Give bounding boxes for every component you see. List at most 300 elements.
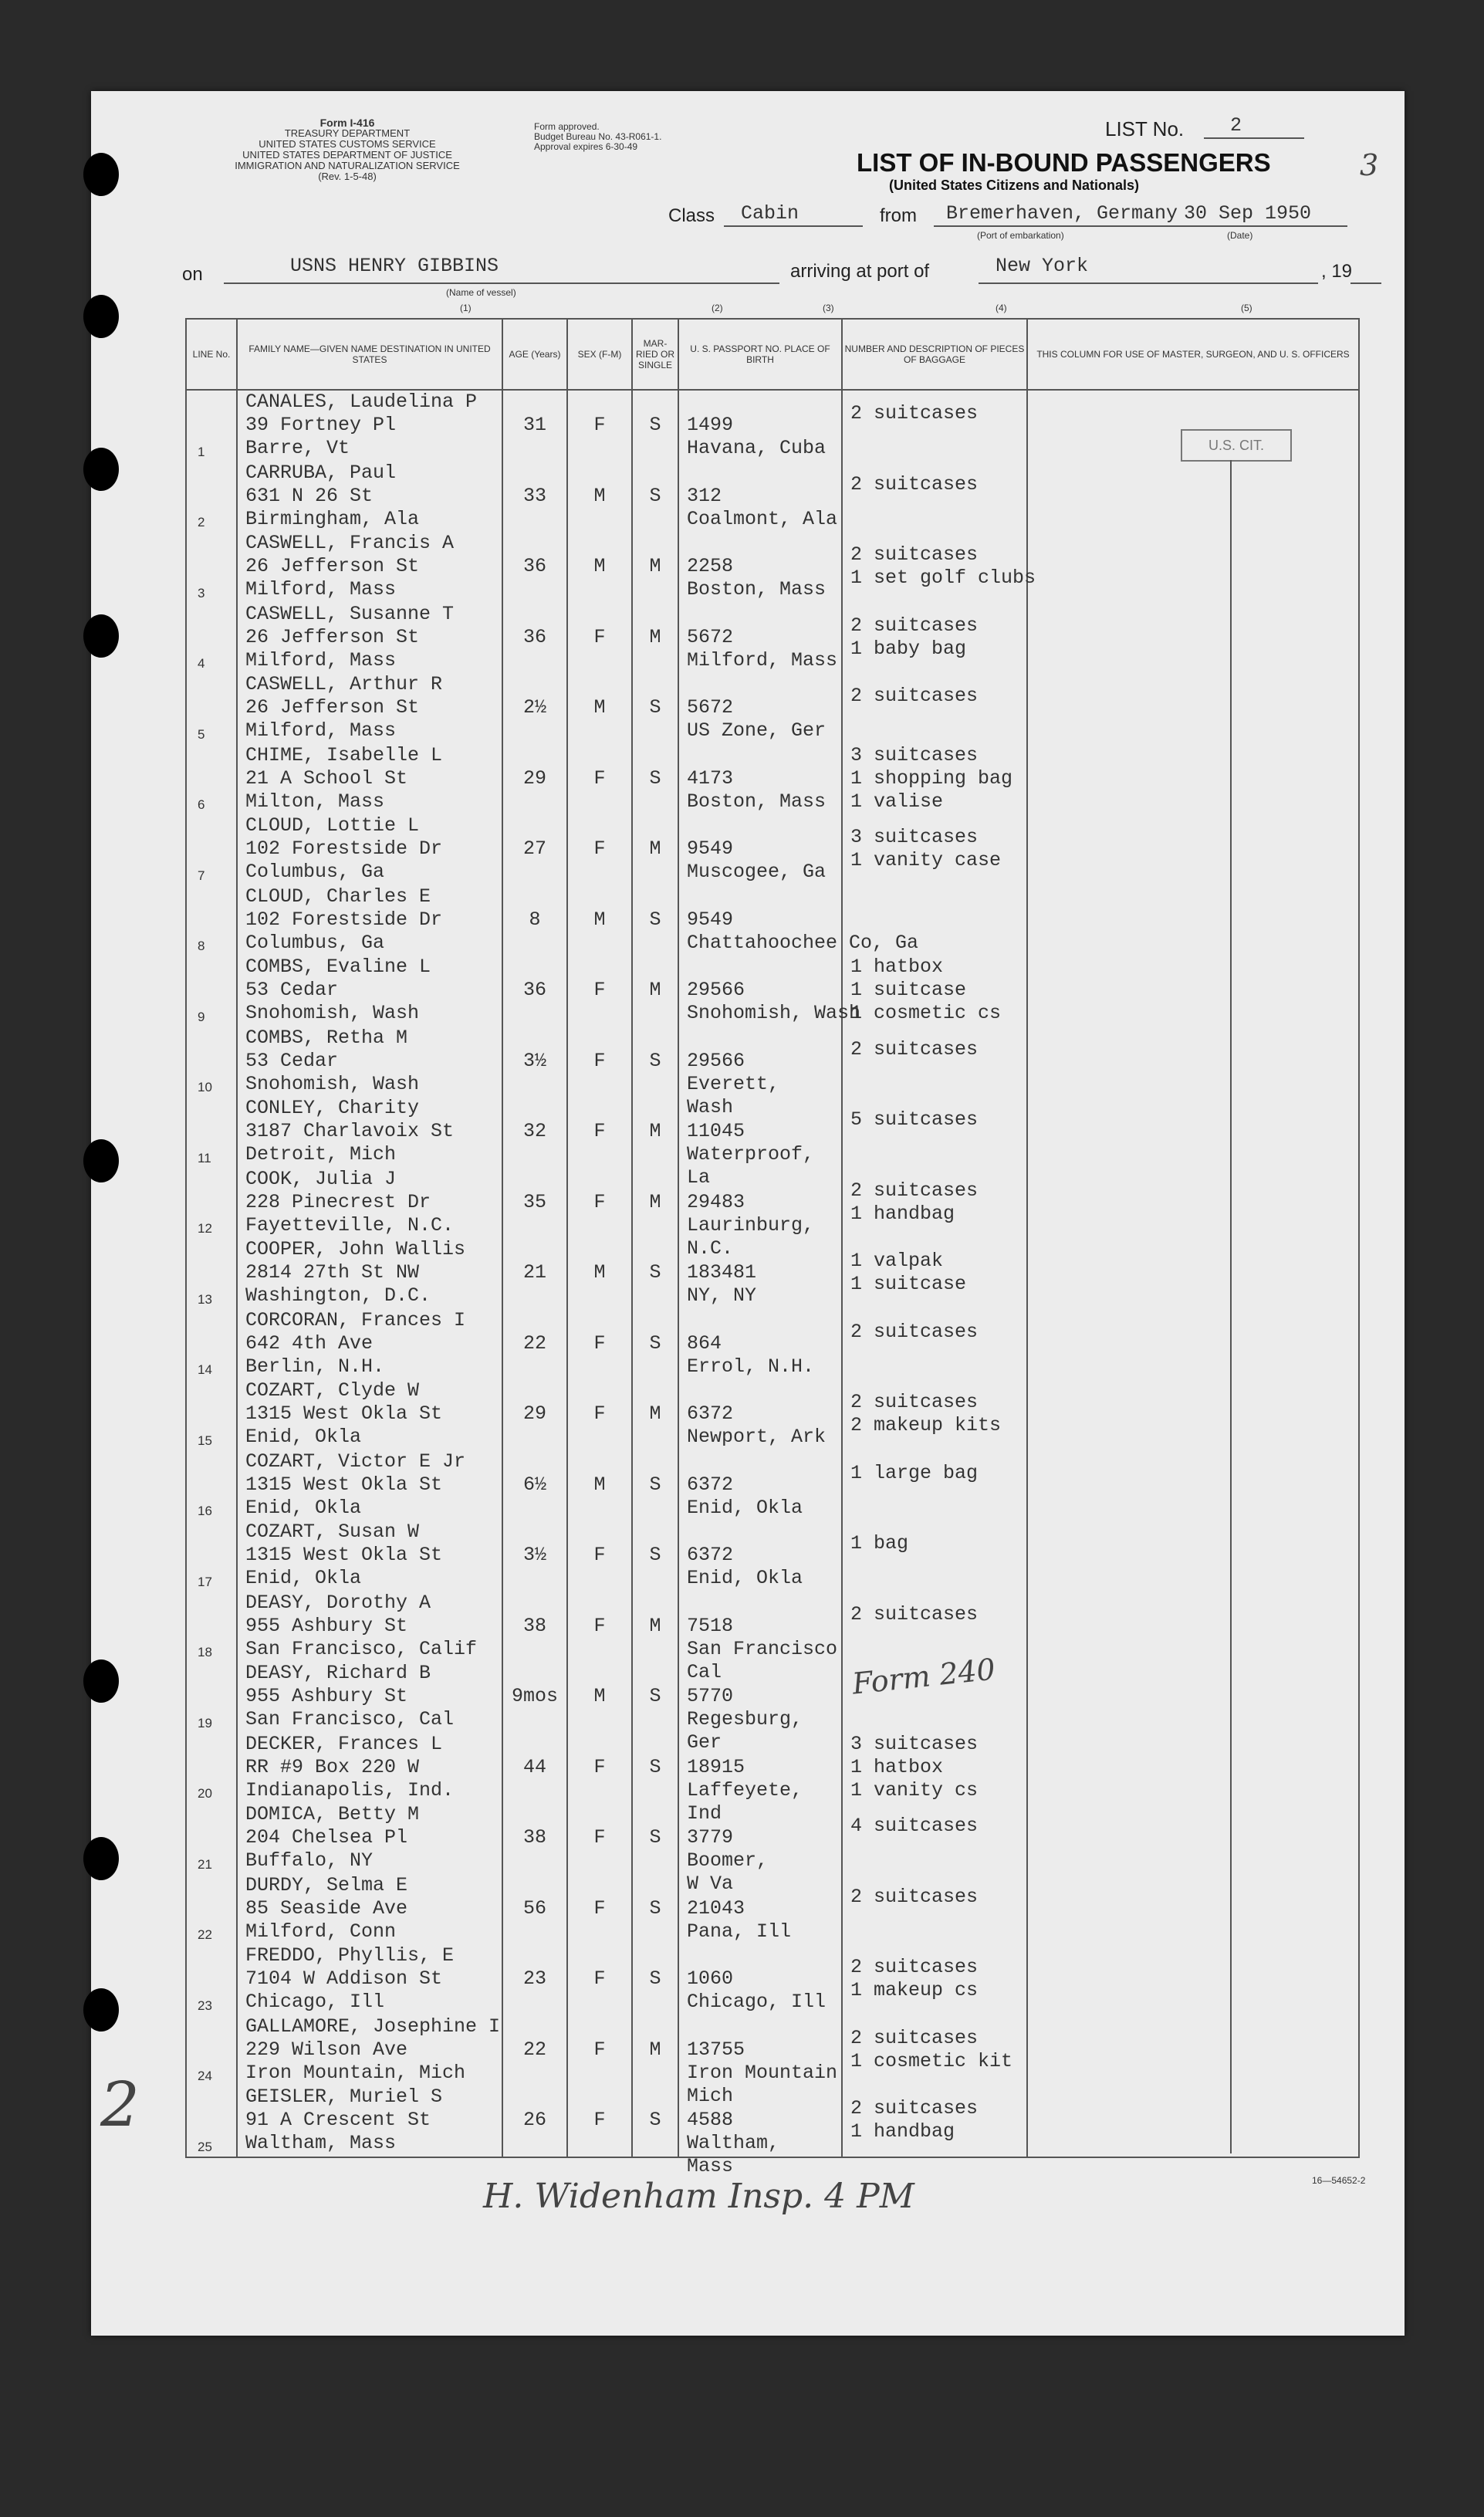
passenger-marital-status: S: [649, 414, 661, 436]
passenger-name-block: [245, 1168, 454, 1237]
married-cell: [632, 2086, 678, 2157]
passport-cell: [678, 885, 919, 956]
passport-block: [687, 532, 826, 601]
class-underline: [724, 225, 863, 227]
baggage-line: 2 makeup kits: [850, 1414, 1002, 1436]
customs-service: UNITED STATES CUSTOMS SERVICE: [259, 138, 436, 150]
line-no: 7: [198, 868, 205, 883]
baggage-block: [850, 402, 978, 425]
table-row: [186, 2086, 1359, 2157]
passenger-address: RR #9 Box 220 W: [245, 1755, 420, 1778]
baggage-line: 2 suitcases: [850, 1391, 979, 1413]
officer-cell: [1027, 1592, 1359, 1663]
passport-number: 29566: [687, 979, 745, 1001]
passport-cell: [678, 603, 842, 674]
baggage-line: 3 suitcases: [850, 826, 979, 848]
passport-cell: [678, 1168, 842, 1260]
passport-number: 3779: [687, 1826, 734, 1849]
header-officers: THIS COLUMN FOR USE OF MASTER, SURGEON, AND U. S. OFFICERS: [1027, 319, 1359, 390]
age-cell: [502, 1944, 567, 2015]
line-no: 5: [198, 726, 205, 742]
baggage-line: 2 suitcases: [850, 2097, 979, 2119]
passenger-age: 36: [522, 625, 546, 648]
passenger-marital-status: S: [649, 766, 661, 790]
baggage-block: [850, 1038, 978, 1061]
officer-cell: [1027, 2086, 1359, 2157]
passenger-name-block: [245, 1874, 407, 1944]
passenger-city: Milford, Conn: [245, 1920, 397, 1943]
baggage-line: 2 suitcases: [850, 543, 979, 566]
passenger-city: Enid, Okla: [245, 1496, 362, 1519]
age-cell: [502, 1592, 567, 1663]
line-no: 10: [198, 1080, 212, 1094]
immigration-service: IMMIGRATION AND NATURALIZATION SERVICE: [235, 160, 460, 171]
married-cell: [632, 885, 678, 956]
baggage-block: [850, 1462, 978, 1485]
passenger-city: Detroit, Mich: [245, 1143, 397, 1165]
passenger-city: Washington, D.C.: [245, 1284, 431, 1307]
passport-number: 864: [687, 1331, 722, 1355]
passport-cell: [678, 1944, 842, 2015]
line-no: 6: [198, 797, 205, 812]
footer-code: 16—54652-2: [1312, 2175, 1366, 2186]
line-no: 3: [198, 585, 205, 600]
officer-cell: [1027, 1521, 1359, 1592]
table-row: [186, 1733, 1359, 1804]
passenger-name: DOMICA, Betty M: [245, 1803, 420, 1825]
passenger-address: 229 Wilson Ave: [245, 2038, 408, 2061]
passport-block: [687, 2086, 779, 2178]
age-cell: [502, 2015, 567, 2086]
officer-check-line: [1230, 460, 1232, 2153]
passport-block: [687, 462, 837, 531]
passenger-name-block: [245, 1944, 454, 2014]
place-of-birth-cont: Wash: [687, 1095, 734, 1118]
passenger-table: [185, 318, 1360, 2177]
passenger-marital-status: S: [649, 1544, 661, 1566]
officer-cell: [1027, 1168, 1359, 1239]
passenger-name-block: [245, 1733, 454, 1802]
officer-cell: [1027, 603, 1359, 674]
table-row: [186, 744, 1359, 815]
passenger-name-block: [245, 532, 454, 601]
passenger-marital-status: S: [649, 1896, 661, 1920]
header-passport: U. S. PASSPORT NO. PLACE OF BIRTH: [678, 319, 842, 390]
name-cell: [237, 1450, 502, 1521]
passenger-name-block: [245, 885, 442, 955]
passenger-address: 7104 W Addison St: [245, 1967, 443, 1990]
sex-cell: [567, 1944, 632, 2015]
baggage-cell: [842, 814, 1027, 885]
baggage-block: [850, 2027, 1012, 2073]
table-row: [186, 603, 1359, 674]
passenger-city: Buffalo, NY: [245, 1849, 374, 1872]
age-cell: [502, 390, 567, 462]
passenger-name-block: [245, 2086, 442, 2155]
baggage-line: 2 suitcases: [850, 1179, 979, 1202]
passenger-age: 6½: [522, 1473, 546, 1496]
married-cell: [632, 532, 678, 603]
col-number: (1): [460, 303, 472, 313]
passenger-address: 1315 West Okla St: [245, 1544, 443, 1566]
passport-number: 1060: [687, 1967, 734, 1990]
sex-cell: [567, 1097, 632, 1168]
passenger-city: Columbus, Ga: [245, 861, 385, 883]
passenger-address: 26 Jefferson St: [245, 555, 420, 577]
sex-cell: [567, 1874, 632, 1945]
passenger-name: FREDDO, Phyllis, E: [245, 1944, 455, 1967]
officer-cell: [1027, 1662, 1359, 1733]
sex-cell: [567, 814, 632, 885]
passenger-name-block: [245, 462, 419, 531]
name-cell: [237, 1168, 502, 1239]
passenger-city: Columbus, Ga: [245, 931, 385, 954]
baggage-line: 1 large bag: [850, 1461, 979, 1484]
married-cell: [632, 673, 678, 744]
line-no: 11: [198, 1150, 211, 1165]
baggage-line: 4 suitcases: [850, 1815, 979, 1837]
passenger-name-block: [245, 603, 454, 672]
married-cell: [632, 1592, 678, 1663]
passenger-address: 39 Fortney Pl: [245, 414, 397, 436]
place-of-birth: Boston, Mass: [687, 790, 827, 813]
name-cell: [237, 1027, 502, 1098]
passenger-marital-status: M: [649, 1190, 661, 1213]
baggage-line: 2 suitcases: [850, 1885, 979, 1908]
margin-mark: 2: [100, 2069, 140, 2140]
passenger-marital-status: S: [649, 1685, 661, 1707]
passport-block: [687, 814, 826, 884]
officer-cell: [1027, 956, 1359, 1027]
passenger-age: 32: [522, 1120, 546, 1142]
passport-number: 6372: [687, 1473, 734, 1496]
line-no: 16: [198, 1504, 212, 1518]
passenger-sex: F: [593, 1544, 606, 1566]
place-of-birth: Muscogee, Ga: [687, 861, 827, 883]
married-cell: [632, 1027, 678, 1098]
name-cell: [237, 603, 502, 674]
baggage-cell: [842, 2015, 1027, 2086]
passenger-city: Chicago, Ill: [245, 1991, 385, 2013]
on-label: on: [182, 264, 203, 285]
baggage-block: [850, 826, 1001, 872]
passport-block: [687, 1238, 756, 1308]
line-no: 25: [198, 2139, 212, 2154]
form-agency-block: [177, 117, 517, 182]
officer-cell: [1027, 1874, 1359, 1945]
passenger-age: 8: [529, 908, 541, 931]
line-no: 12: [198, 1221, 212, 1236]
baggage-line: 1 hatbox: [850, 1755, 944, 1778]
passenger-age: 2½: [522, 696, 546, 719]
passenger-name-block: [245, 1450, 465, 1520]
page-mark: 3: [1360, 148, 1379, 182]
passport-cell: [678, 1238, 842, 1309]
punch-hole: [83, 1659, 119, 1703]
passport-cell: [678, 1662, 842, 1754]
name-cell: [237, 673, 502, 744]
sex-cell: [567, 885, 632, 956]
baggage-line: 2 suitcases: [850, 472, 979, 496]
table-row: [186, 1309, 1359, 1380]
baggage-block: [850, 1108, 978, 1132]
line-no: 9: [198, 1009, 205, 1024]
passenger-name: COOK, Julia J: [245, 1167, 397, 1190]
passport-number: 4588: [687, 2109, 734, 2131]
married-cell: [632, 956, 678, 1027]
passenger-name: COZART, Susan W: [245, 1521, 420, 1543]
baggage-line: 1 vanity cs: [850, 1778, 979, 1801]
passenger-name: CONLEY, Charity: [245, 1097, 420, 1119]
passenger-marital-status: M: [649, 1614, 661, 1637]
passport-cell: [678, 1309, 842, 1380]
age-cell: [502, 1379, 567, 1450]
arrival-port: New York: [996, 255, 1089, 277]
line-no: 1: [198, 444, 205, 459]
passenger-sex: M: [593, 908, 606, 931]
baggage-cell: [842, 1874, 1027, 1945]
baggage-line: 1 suitcase: [850, 979, 967, 1001]
sex-cell: [567, 1592, 632, 1663]
passenger-marital-status: M: [649, 2038, 661, 2061]
passport-cell: [678, 2015, 842, 2107]
passport-number: 18915: [687, 1755, 745, 1778]
place-of-birth: Chicago, Ill: [687, 1991, 827, 2013]
baggage-line: 3 suitcases: [850, 743, 979, 766]
line-no-cell: [186, 532, 237, 603]
officer-cell: [1027, 1803, 1359, 1874]
line-no-cell: [186, 1662, 237, 1733]
baggage-block: [850, 956, 1001, 1025]
passenger-marital-status: S: [649, 1755, 661, 1778]
baggage-line: 1 makeup cs: [850, 1979, 979, 2001]
passport-number: 9549: [687, 837, 734, 860]
place-of-birth: Regesburg,: [687, 1708, 803, 1730]
line-no-cell: [186, 1379, 237, 1450]
line-no: 17: [198, 1574, 212, 1589]
passenger-age: 35: [522, 1190, 546, 1213]
passenger-sex: F: [593, 1896, 606, 1920]
name-cell: [237, 1662, 502, 1733]
place-of-birth: Snohomish, Wash: [687, 1002, 861, 1024]
passenger-age: 21: [522, 1261, 546, 1284]
passport-cell: [678, 1027, 842, 1118]
passenger-name: CORCORAN, Frances I: [245, 1308, 466, 1331]
passenger-address: 102 Forestside Dr: [245, 908, 443, 931]
line-no-cell: [186, 2015, 237, 2086]
baggage-line: 1 shopping bag: [850, 766, 1013, 790]
passenger-city: Enid, Okla: [245, 1426, 362, 1448]
baggage-line: 2 suitcases: [850, 1320, 979, 1343]
sex-cell: [567, 2086, 632, 2157]
passenger-city: Birmingham, Ala: [245, 507, 420, 530]
treasury-department: TREASURY DEPARTMENT: [284, 127, 411, 139]
passport-cell: [678, 1521, 842, 1592]
married-cell: [632, 1662, 678, 1733]
header-line-no: LINE No.: [186, 319, 237, 390]
place-of-birth: NY, NY: [687, 1284, 757, 1307]
name-cell: [237, 2086, 502, 2157]
place-of-birth: Waltham,: [687, 2132, 780, 2154]
approval-line: Form approved.: [534, 121, 600, 132]
passenger-age: 56: [522, 1896, 546, 1920]
line-no-cell: [186, 1027, 237, 1098]
line-no-cell: [186, 744, 237, 815]
officer-cell: [1027, 885, 1359, 956]
passenger-marital-status: S: [649, 1331, 661, 1355]
sex-cell: [567, 1662, 632, 1733]
table-row: [186, 814, 1359, 885]
passenger-name-block: [245, 744, 442, 814]
baggage-line: 1 bag: [850, 1532, 909, 1555]
place-of-birth-cont: N.C.: [687, 1237, 734, 1260]
passport-number: 6372: [687, 1544, 734, 1566]
punch-hole: [83, 614, 119, 658]
passport-number: 5672: [687, 625, 734, 648]
name-cell: [237, 1944, 502, 2015]
sex-cell: [567, 532, 632, 603]
married-cell: [632, 462, 678, 533]
sex-cell: [567, 390, 632, 462]
sex-cell: [567, 1450, 632, 1521]
passenger-age: 23: [522, 1967, 546, 1990]
passenger-address: 955 Ashbury St: [245, 1614, 408, 1637]
line-no-cell: [186, 1592, 237, 1663]
age-cell: [502, 1803, 567, 1874]
passenger-marital-status: M: [649, 555, 661, 577]
list-no-label: LIST No.: [1105, 117, 1185, 140]
baggage-line: 1 set golf clubs: [850, 567, 1036, 589]
approval-line: Approval expires 6-30-49: [534, 141, 638, 152]
passenger-marital-status: M: [649, 625, 661, 648]
name-cell: [237, 390, 502, 462]
passenger-address: 91 A Crescent St: [245, 2109, 431, 2131]
passport-number: 183481: [687, 1261, 757, 1284]
line-no-cell: [186, 603, 237, 674]
line-no: 14: [198, 1362, 212, 1377]
class-label: Class: [668, 205, 715, 226]
baggage-line: 1 suitcase: [850, 1273, 967, 1295]
line-no: 24: [198, 2069, 212, 2083]
baggage-line: 1 cosmetic cs: [850, 1002, 1002, 1024]
passenger-sex: M: [593, 484, 606, 507]
arrival-port-underline: [979, 282, 1318, 284]
passenger-name: COMBS, Retha M: [245, 1026, 408, 1049]
passenger-name: CLOUD, Charles E: [245, 885, 431, 908]
approval-block: [534, 122, 661, 152]
passenger-address: 21 A School St: [245, 766, 408, 790]
table-row: [186, 1662, 1359, 1733]
baggage-block: [850, 1321, 978, 1344]
baggage-block: [850, 685, 978, 708]
passenger-sex: F: [593, 1331, 606, 1355]
baggage-line: 1 vanity case: [850, 849, 1002, 871]
passenger-address: 26 Jefferson St: [245, 625, 420, 648]
sex-cell: [567, 1168, 632, 1239]
age-cell: [502, 814, 567, 885]
punch-hole: [83, 448, 119, 491]
passenger-address: 2814 27th St NW: [245, 1261, 420, 1284]
passenger-marital-status: S: [649, 1261, 661, 1284]
passenger-name-block: [245, 956, 431, 1025]
line-no-cell: [186, 462, 237, 533]
married-cell: [632, 603, 678, 674]
passenger-age: 36: [522, 979, 546, 1001]
passport-cell: [678, 956, 861, 1027]
sex-cell: [567, 2015, 632, 2086]
age-cell: [502, 885, 567, 956]
passenger-name: GEISLER, Muriel S: [245, 2086, 443, 2108]
place-of-birth: Laurinburg,: [687, 1213, 815, 1237]
name-cell: [237, 1238, 502, 1309]
baggage-line: 2 suitcases: [850, 1602, 979, 1626]
passenger-name-block: [245, 391, 477, 460]
passport-block: [687, 673, 826, 743]
line-no: 8: [198, 939, 205, 953]
name-cell: [237, 1521, 502, 1592]
officer-cell: [1027, 2015, 1359, 2086]
passenger-marital-status: S: [649, 1826, 661, 1849]
passenger-city: Milford, Mass: [245, 578, 397, 600]
passenger-name-block: [245, 1379, 442, 1449]
passenger-address: 3187 Charlavoix St: [245, 1120, 455, 1142]
passenger-city: Fayetteville, N.C.: [245, 1213, 455, 1237]
col-number: (3): [823, 303, 834, 313]
passport-block: [687, 603, 837, 672]
married-cell: [632, 1733, 678, 1804]
passenger-marital-status: S: [649, 1049, 661, 1072]
baggage-block: [850, 473, 978, 496]
baggage-cell: [842, 462, 1027, 533]
name-cell: [237, 1309, 502, 1380]
age-cell: [502, 532, 567, 603]
place-of-birth: Havana, Cuba: [687, 437, 827, 459]
place-of-birth: US Zone, Ger: [687, 719, 827, 742]
document-title: LIST OF IN-BOUND PASSENGERS: [857, 148, 1271, 177]
passenger-name: COMBS, Evaline L: [245, 956, 431, 978]
passenger-sex: F: [593, 1826, 606, 1849]
table-row: [186, 1450, 1359, 1521]
passenger-name: DEASY, Dorothy A: [245, 1591, 431, 1614]
place-of-birth: Laffeyete,: [687, 1778, 803, 1801]
line-no-cell: [186, 1168, 237, 1239]
place-of-birth-cont: Ger: [687, 1731, 722, 1754]
passenger-marital-status: M: [649, 1120, 661, 1142]
name-cell: [237, 532, 502, 603]
passenger-marital-status: M: [649, 979, 661, 1001]
age-cell: [502, 1521, 567, 1592]
passport-number: 5672: [687, 696, 734, 719]
passenger-address: 26 Jefferson St: [245, 696, 420, 719]
passenger-marital-status: M: [649, 1402, 661, 1425]
line-no-cell: [186, 1238, 237, 1309]
baggage-block: [850, 614, 978, 661]
line-no: 13: [198, 1291, 212, 1307]
table-row: [186, 1097, 1359, 1168]
place-of-birth: Chattahoochee Co, Ga: [687, 931, 919, 954]
passport-block: [687, 1521, 803, 1590]
place-of-birth-cont: W Va: [687, 1873, 734, 1895]
passenger-address: 102 Forestside Dr: [245, 837, 443, 860]
passenger-sex: F: [593, 414, 606, 436]
table-row: [186, 1521, 1359, 1592]
passenger-address: 1315 West Okla St: [245, 1402, 443, 1425]
table-row: [186, 1168, 1359, 1239]
married-cell: [632, 1521, 678, 1592]
table-row: [186, 1592, 1359, 1663]
passenger-age: 29: [522, 1402, 546, 1425]
name-cell: [237, 1379, 502, 1450]
